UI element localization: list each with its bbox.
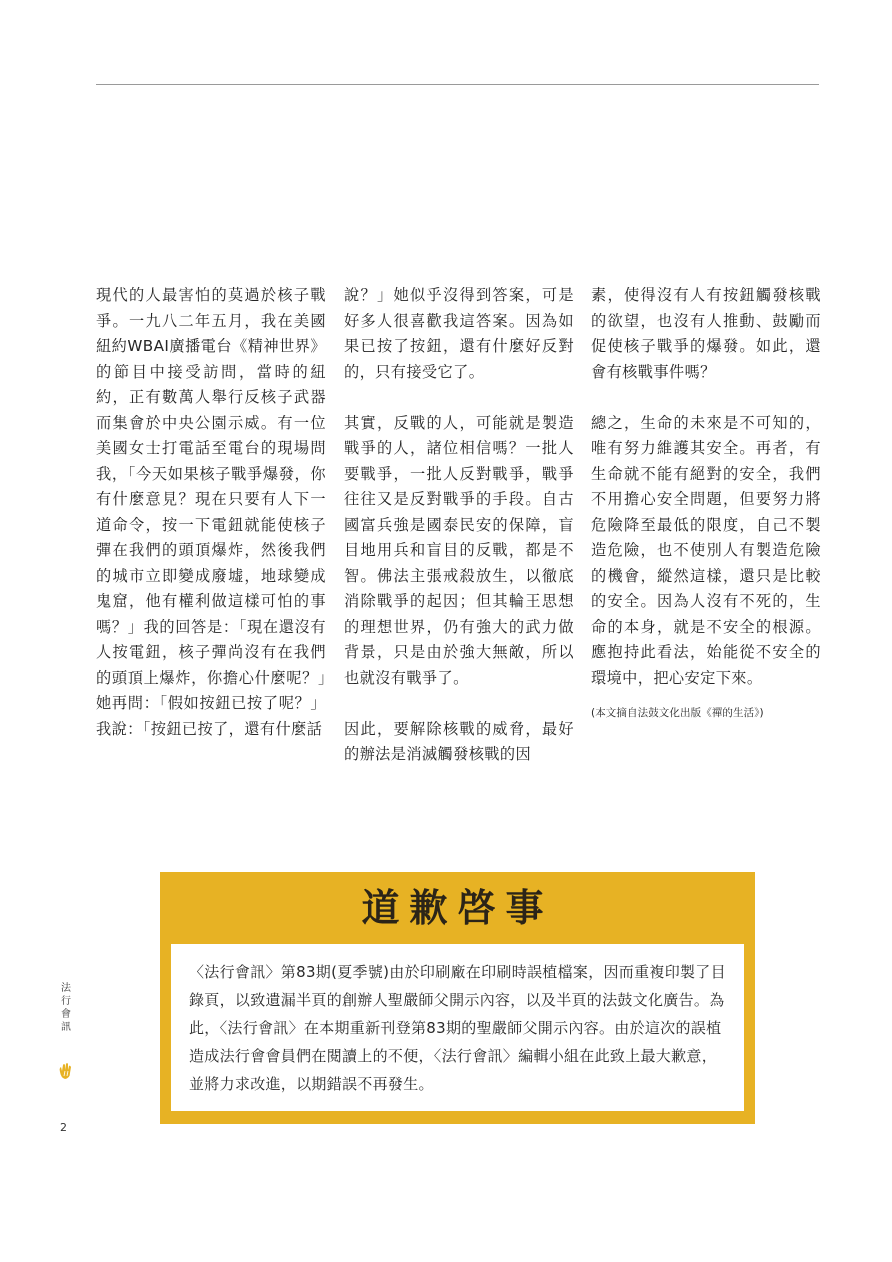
logo-char: 行 — [61, 996, 71, 1007]
article-paragraph: 現代的人最害怕的莫過於核子戰爭。一九八二年五月，我在美國紐約WBAI廣播電台《精神世界》的節目中接受訪問，當時的紐約，正有數萬人舉行反核子武器而集會於中央公園示威。有一位美國女士打電話至電台的現場問我，「今天如果核子戰爭爆發，你有什麼意見？現在只要有人下一道命令，按一下電鈕就能使核子彈在我們的頭頂爆炸，然後我們的城市立即變成廢墟，地球變成鬼窟，他有權利做這樣可怕的事嗎？」我的回答是：「現在還沒有人按電鈕，核子彈尚沒有在我們的頭頂上爆炸，你擔心什麼呢？」她再問：「假如按鈕已按了呢？」我說：「按鈕已按了，還有什麼話 — [96, 286, 326, 738]
article-column-3 — [591, 283, 821, 721]
article-paragraph: 因此，要解除核戰的威脅，最好的辦法是消滅觸發核戰的因 — [344, 719, 574, 763]
notice-body-box — [171, 944, 744, 1111]
logo-char: 會 — [61, 1009, 71, 1020]
article-paragraph: 說？」她似乎沒得到答案，可是好多人很喜歡我這答案。因為如果已按了按鈕，還有什麼好反對的，只有接受它了。 — [344, 286, 574, 381]
article-paragraph: 其實，反戰的人，可能就是製造戰爭的人，諸位相信嗎？一批人要戰爭，一批人反對戰爭，戰爭往往又是反對戰爭的手段。自古國富兵強是國泰民安的保障，盲目地用兵和盲目的反戰，都是不智。佛法主張戒殺放生，以徹底消除戰爭的起因；但其輪王思想的理想世界，仍有強大的武力做背景，只是由於強大無敵，所以也就沒有戰爭了。 — [344, 413, 574, 687]
notice-title: 道歉啓事 — [361, 885, 554, 930]
page-number: 2 — [60, 1121, 67, 1134]
logo-char: 訊 — [61, 1022, 71, 1033]
article-paragraph: 素，使得沒有人有按鈕觸發核戰的欲望，也沒有人推動、鼓勵而促使核子戰爭的爆發。如此，還會有核戰事件嗎？ — [591, 286, 821, 381]
logo-char: 法 — [61, 983, 71, 994]
publication-logo — [56, 982, 76, 1034]
hand-icon — [58, 1062, 74, 1080]
notice-body: 〈法行會訊〉第83期(夏季號)由於印刷廠在印刷時誤植檔案，因而重複印製了目錄頁，以致遺漏半頁的創辦人聖嚴師父開示內容，以及半頁的法鼓文化廣告。為此，〈法行會訊〉在本期重新刊登第83期的聖嚴師父開示內容。由於這次的誤植造成法行會會員們在閱讀上的不便，〈法行會訊〉編輯小組在此致上最大歉意，並將力求改進，以期錯誤不再發生。 — [189, 963, 726, 1093]
apology-notice — [160, 872, 755, 1124]
article-column-2 — [344, 283, 574, 768]
article-column-1 — [96, 283, 326, 742]
source-note: (本文摘自法鼓文化出版《禪的生活》) — [591, 707, 764, 719]
top-divider — [96, 84, 819, 85]
article-paragraph: 總之，生命的未來是不可知的，唯有努力維護其安全。再者，有生命就不能有絕對的安全，我們不用擔心安全問題，但要努力將危險降至最低的限度，自己不製造危險，也不使別人有製造危險的機會，縱然這樣，還只是比較的安全。因為人沒有不死的，生命的本身，就是不安全的根源。應抱持此看法，始能從不安全的環境中，把心安定下來。 — [591, 413, 821, 687]
